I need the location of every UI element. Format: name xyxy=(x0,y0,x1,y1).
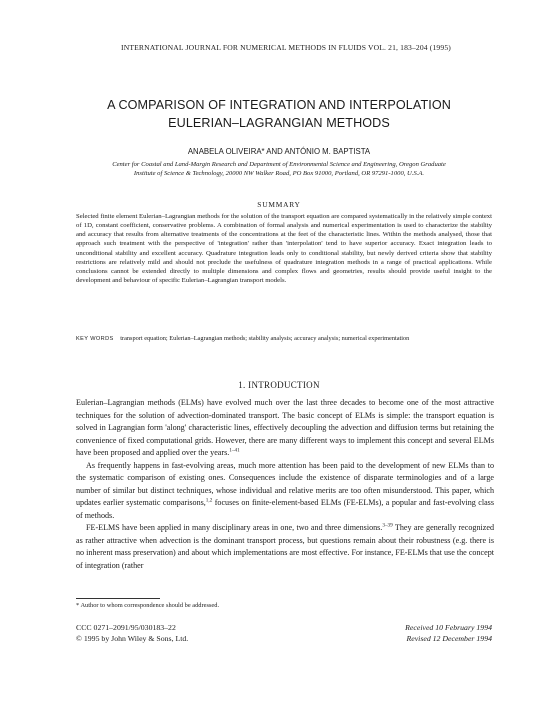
journal-header: INTERNATIONAL JOURNAL FOR NUMERICAL METHODS IN FLUIDS VOL. 21, 183–204 (1995) xyxy=(121,43,451,52)
revised-date: Revised 12 December 1994 xyxy=(406,634,492,643)
keywords-label: KEY WORDS xyxy=(76,336,114,342)
title-line-1: A COMPARISON OF INTEGRATION AND INTERPOLATION xyxy=(107,98,451,112)
footnote: * Author to whom correspondence should be addressed. xyxy=(76,602,220,609)
footer-right xyxy=(330,622,492,644)
paragraph-3-text-b: They are generally recognized as rather attractive when advection is the dominant transport process, but questions remain about their robustness (e.g. there is no inherent mass preservation) and about which implementations are most effective. For instance, FE-ELMs that use the concept of integration (rather xyxy=(76,523,494,570)
ccc-code: CCC 0271–2091/95/030183–22 xyxy=(76,623,176,632)
affiliation-line-1: Center for Coastal and Land-Margin Research and Department of Environmental Science and Engineering, Oregon Graduate xyxy=(112,161,446,168)
summary-text: Selected finite element Eulerian–Lagrangian methods for the solution of the transport equation are compared systematically in the relatively simple context of 1D, constant coefficient, conservative problems. A combination of formal analysis and numerical experimentation is used to characterize the stability and accuracy that results from alternative treatments of the concentrations at the feet of the characteristic lines. Within the methods analysed, those that approach such treatment with the perspective of 'integration' rather than 'interpolation' tend to have superior accuracy. Exact integration leads to unconditional stability and excellent accuracy. Quadrature integration leads only to conditional stability, but newly derived criteria show that stability restrictions are relatively mild and should not preclude the usefulness of quadrature integration methods in a range of practical applications. While conclusions cannot be extended directly to multiple dimensions and complex flows and geometries, results should provide useful insight to the development and behaviour of specific Eulerian–Lagrangian transport models. xyxy=(76,213,492,285)
summary-heading: SUMMARY xyxy=(257,200,301,209)
title-line-2: EULERIAN–LAGRANGIAN METHODS xyxy=(168,116,390,130)
paragraph-2-text-a: As frequently happens in fast-evolving areas, much more attention has been paid to the development of new ELMs than to the systematic comparison of existing ones. Consequences include the existence of disparate terminologies and of a large number of similar but distinct techniques, whose individual and relative merits are too often misunderstood. This paper, which updates earlier systematic comparisons, xyxy=(76,460,494,507)
paragraph-1 xyxy=(76,397,494,460)
author-list: ANABELA OLIVEIRA* AND ANTÓNIO M. BAPTISTA xyxy=(187,147,371,156)
section-heading: 1. INTRODUCTION xyxy=(238,380,320,390)
paragraph-1-text: Eulerian–Lagrangian methods (ELMs) have evolved much over the last three decades to become one of the most attractive techniques for the solution of advection-dominated transport. The basic concept of ELMs is simple: the transport equation is solved in Lagrangian form 'along' characteristic lines, effectively decoupling the advection and diffusion terms but retaining the convenience of fixed computational grids. However, there are many different ways to implement this concept and several ELMs have been proposed and applied over the years. xyxy=(76,398,494,457)
paragraph-2 xyxy=(76,460,494,523)
paragraph-3 xyxy=(76,522,494,572)
keywords-text: transport equation; Eulerian–Lagrangian methods; stability analysis; accuracy analysis; numerical experimentation xyxy=(120,335,410,342)
received-date: Received 10 February 1994 xyxy=(405,623,492,632)
footer-left xyxy=(76,622,188,644)
footnote-divider xyxy=(76,598,160,599)
paragraph-2-text-b: focuses on finite-element-based ELMs (FE-ELMs), a popular and fast-evolving class of methods. xyxy=(76,498,494,520)
paper-title xyxy=(40,96,518,132)
body-text xyxy=(76,397,494,572)
affiliation xyxy=(62,160,496,178)
keywords xyxy=(76,335,496,342)
citation: 3–39 xyxy=(382,522,393,529)
citation: 1–41 xyxy=(229,447,240,454)
affiliation-line-2: Institute of Science & Technology, 20000 NW Walker Road, PO Box 91000, Portland, OR 97291-1000, U.S.A. xyxy=(133,170,425,177)
citation: 1,2 xyxy=(205,497,213,504)
paragraph-3-text-a: FE-ELMS have been applied in many disciplinary areas in one, two and three dimensions. xyxy=(86,523,383,532)
copyright: © 1995 by John Wiley & Sons, Ltd. xyxy=(76,634,189,643)
